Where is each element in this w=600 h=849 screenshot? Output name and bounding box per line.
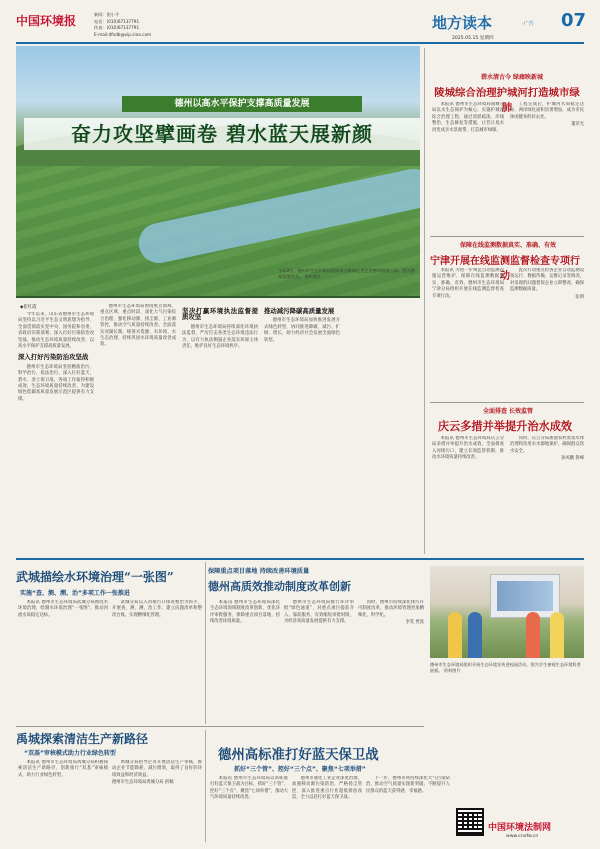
bluesky-subhead: 抓好“三个管”、控好“三个点”、聚焦“七项举措” (234, 766, 366, 773)
photo-display-board (490, 574, 560, 618)
reform-col-2 (284, 600, 354, 722)
reform-paragraph: 同时，德州市持续深化排污许可制度改革，推动环境管理更加精细化、科学化。 (358, 600, 424, 618)
right2-col-1 (432, 268, 504, 398)
yucheng-paragraph: 禹城分局指导企业开展清洁生产审核，推动企业节能降耗、减污增效，取得了良好的环境效益和经济效益。 (112, 760, 202, 778)
right1-col-1 (432, 102, 504, 232)
right1-paragraph: 本报讯 德州市生态环境局陵城分局以水生态保护为核心，实施护城河综合治理工程，通过清淤疏浚、岸线整治、生态修复等措施，让昔日臭水河变成亲水景观带，打造城市绿肺。 (432, 102, 504, 133)
footer-logo: 中国环境法制网 (488, 823, 552, 833)
wucheng-col-2 (112, 600, 202, 722)
header-rule (16, 42, 584, 44)
yucheng-paragraph: 本报讯 德州市生态环境局禹城分局积极探索清洁生产新路径，创新推行“双基”审核模式，助力行业绿色转型。 (18, 760, 108, 778)
lead-paragraph: 今年以来，山东省德州市生态环境局坚持以习近平生态文明思想为指导，全面贯彻落实党中央、国务院和省委、省政府决策部署，深入打好污染防治攻坚战，推动生态环境质量持续改善，以高水平保护支撑高质量发展。 (18, 312, 94, 350)
yucheng-col-2 (112, 760, 202, 842)
wucheng-subhead: 实施“查、测、溯、治”多项工作一张推进 (20, 590, 130, 597)
lead-col-4 (264, 304, 340, 550)
qr-code-icon (456, 808, 484, 836)
wucheng-col-1 (18, 600, 108, 722)
yucheng-col-1 (18, 760, 108, 842)
section-rule (430, 236, 584, 237)
reform-col-3 (358, 600, 424, 722)
reform-author: 李雯 贾真 (405, 620, 424, 626)
right2-col-2 (510, 268, 584, 398)
issue-date (452, 35, 494, 41)
right2-headline: 宁津开展在线监测监督检查专项行动 (430, 256, 580, 282)
lead-kicker: 德州以高水平保护支撑高质量发展 (122, 96, 362, 112)
photo-person (468, 612, 482, 658)
wucheng-paragraph: 本报讯 德州市生态环境局武城分局围绕水环境治理，绘制水环境治理“一张图”，推动河流水质稳定达标。 (18, 600, 108, 618)
bluesky-col-1 (210, 776, 288, 844)
bluesky-paragraph: 德州市强化工业企业深度治理，加强移动源污染防治，严格扬尘管控，深入推进重点行业超低排放改造，全力以赴打好蓝天保卫战。 (292, 776, 362, 801)
reform-paragraph: 德州市生态环境局推行环评审批“绿色通道”，对重点项目提前介入、靠前服务，有效缩短审批时限，为经济高质量发展提供有力支撑。 (284, 600, 354, 625)
right2-kicker: 保障在线监测数据真实、准确、有效 (459, 242, 556, 249)
right2-author: 张明 (575, 294, 584, 300)
right2-paragraph: 此次行动重点检查企业自动监测设备运行、数据传输、运维记录等情况，对发现的问题督促企业立即整改，确保监测数据质量。 (510, 268, 584, 293)
school-visit-photo (430, 566, 584, 658)
page-number: 07 (561, 10, 587, 31)
hero-wetland-photo (16, 46, 420, 298)
photo-person (448, 612, 462, 658)
right2-paragraph: 本报讯 为进一步规范自动监测设施运营维护，保障在线监测数据真实、准确、有效，德州市生态环境局宁津分局组织开展在线监测监督检查专项行动。 (432, 268, 504, 299)
masthead-info (94, 12, 151, 38)
bluesky-col-2 (292, 776, 362, 844)
right3-paragraph: 同时，庆云分局加强农村黑臭水体治理和饮用水水源地保护，确保群众饮水安全。 (510, 436, 584, 454)
right3-headline: 庆云多措并举提升治水成效 (437, 419, 573, 433)
photo-person (526, 612, 540, 658)
right1-kicker: 碧水清古今 绿廊映新城 (480, 74, 544, 81)
info-line: 新闻：倪小平 (94, 12, 120, 17)
yucheng-headline: 禹城探索清洁生产新路径 (16, 732, 149, 746)
right1-col-2 (510, 102, 584, 232)
photo-person (550, 612, 564, 658)
lead-headline: 奋力攻坚擘画卷 碧水蓝天展新颜 (24, 118, 420, 150)
lead-byline: ◆崔红霞 (20, 305, 37, 310)
reform-col-1 (210, 600, 280, 722)
column-divider (205, 562, 206, 724)
right3-paragraph: 本报讯 德州市生态环境局庆云分局多措并举提升治水成效，全面排查入河排污口，建立长效监管机制，推动水环境质量持续改善。 (432, 436, 504, 461)
info-line: 传真：(010)67137791 (94, 25, 140, 30)
bluesky-col-3 (366, 776, 450, 844)
reform-headline: 德州高质效推动制度改革创新 (208, 580, 351, 593)
column-divider (205, 730, 206, 842)
section-sub: ·广告 (522, 21, 534, 27)
lead-paragraph: 德州市生态环境局加快推进发展方式绿色转型，协同推进降碳、减污、扩绿、增长，助力经济社会发展全面绿色转型。 (264, 318, 340, 343)
lead-subhead: 推动减污降碳高质量发展 (264, 307, 335, 315)
lead-paragraph: 德州市生态环境局坚持精准治污、科学治污、依法治污，深入打好蓝天、碧水、净土保卫战，各项工作取得积极成效，生态环境质量持续改善，为建设绿色低碳高质量发展示范区提供有力支撑。 (18, 364, 94, 402)
weekday: 星期四 (479, 36, 494, 41)
yucheng-subhead: “双基”审核模式助力行业绿色转型 (24, 750, 116, 757)
lead-col-2 (100, 304, 176, 550)
wucheng-headline: 武城描绘水环境治理“一张图” (16, 570, 174, 584)
hero-caption: 今年3月，德州市生态环境局组织部分新闻记者走进德州湿地公园。图为德州湿地风光。 资料图片 (278, 268, 415, 279)
section-rule (430, 402, 584, 403)
bluesky-headline: 德州高标准打好蓝天保卫战 (218, 747, 379, 763)
right1-paragraph: 工程完成后，护城河水质稳定达标，两岸绿化面积显著增加，成为市民休闲健身的好去处。 (510, 102, 584, 120)
lead-subhead: 深入打好污染防治攻坚战 (18, 353, 89, 362)
right3-author: 孙凤鹏 鲁峰 (561, 456, 584, 462)
right1-headline: 陵城综合治理护城河打造城市绿肺 (434, 87, 580, 114)
column-divider (424, 48, 425, 554)
date: 2025.05.15 (452, 36, 479, 41)
bluesky-paragraph: 本报讯 德州市生态环境局以高标准打好蓝天保卫战为目标，抓好“三个管”、控好“三个点”、聚焦“七项举措”，推动大气环境质量持续改善。 (210, 776, 288, 801)
right1-author: 董荣光 (571, 122, 584, 128)
lead-paragraph: 德州市生态环境局围绕重点领域、重点区域、重点时段，深化大气污染综合治理，强化移动源、扬尘源、工业源管控，推动空气质量持续改善。全面落实河湖长制，统筹水资源、水环境、水生态治理，持续巩固水环境质量改善成效。 (100, 304, 176, 348)
photo2-caption: 德州市生态环境局组织开展生态环境宣传进校园活动。图为学生参观生态环境科普展板。 资料图片 (430, 662, 581, 673)
lead-paragraph: 德州市生态环境局持续深化环境执法监督，严厉打击各类生态环境违法行为，以有力执法倒逼企业落实环保主体责任，维护良好生态环境秩序。 (182, 324, 258, 350)
footer-website: www.cnefw.cn (506, 834, 539, 839)
lead-col-3 (182, 304, 258, 550)
section-title: 地方读本 (432, 14, 493, 32)
right3-kicker: 全面排查 长效监管 (482, 408, 534, 415)
info-line: 电话：(010)67137791 (94, 18, 140, 24)
lead-col-1 (18, 312, 94, 550)
bluesky-paragraph: 下一步，德州市将持续深化大气污染防治，推动空气质量实现新突破，不断提升人民群众的蓝天获得感、幸福感。 (366, 776, 450, 794)
masthead: 中国环境报 (16, 14, 77, 28)
section-rule (16, 558, 584, 560)
yucheng-author: 德州市生态环境局禹城分局 供稿 (112, 780, 174, 786)
reform-paragraph: 本报讯 德州市生态环境局深化生态环境领域制度改革创新，优化环评审批服务，保障重点项目落地，持续改善环境质量。 (210, 600, 280, 625)
wucheng-paragraph: 武城分局以入河排污口排查整治为抓手，开展查、测、溯、治工作，建立问题清单和整改台账，实现精细化管理。 (112, 600, 202, 618)
reform-kicker: 保障重点项目落地 持续改善环境质量 (208, 568, 310, 575)
info-line: E-mail:dfxdb@vip.sina.com (94, 31, 152, 37)
section-rule (16, 726, 424, 727)
lead-subhead: 坚决打赢环境执法监督提质攻坚 (182, 307, 258, 322)
right3-col-2 (510, 436, 584, 554)
right3-col-1 (432, 436, 504, 554)
